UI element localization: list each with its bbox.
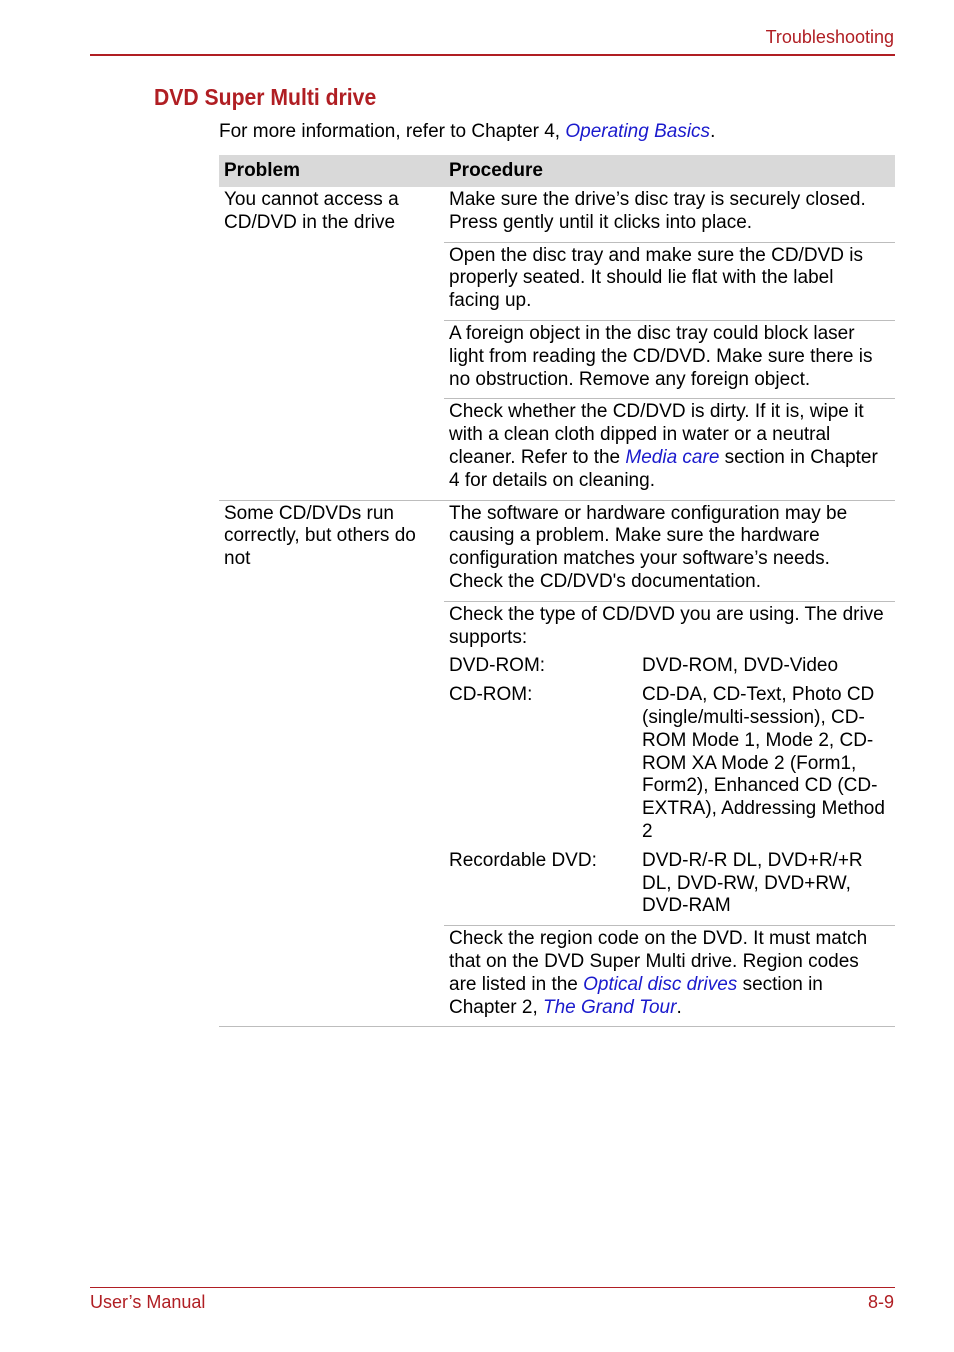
header-rule — [90, 54, 895, 56]
procedure-step — [444, 925, 895, 1026]
procedure-text: . — [676, 996, 682, 1018]
spec-row — [449, 850, 889, 918]
troubleshooting-table — [219, 155, 895, 1027]
problem-cell: Some CD/DVDs run correctly, but others do not — [224, 502, 416, 570]
intro-text — [219, 121, 715, 143]
procedure-cell — [444, 501, 895, 1027]
problem-cell: You cannot access a CD/DVD in the drive — [224, 189, 399, 233]
procedure-step: The software or hardware configuration may be causing a problem. Make sure the hardware configuration matches your software’s needs. Check the CD/DVD's documentation. — [449, 502, 848, 592]
optical-disc-drives-link[interactable]: Optical disc drives — [583, 973, 738, 995]
spec-row — [449, 684, 889, 844]
procedure-cell — [444, 187, 895, 500]
spec-row — [449, 655, 889, 678]
procedure-text: Check the type of CD/DVD you are using. The drive supports: — [449, 603, 884, 648]
procedure-text: section in Chapter 2, — [449, 973, 823, 1018]
intro-text-body: For more information, refer to Chapter 4, — [219, 121, 566, 142]
procedure-step: Make sure the drive’s disc tray is securely closed. Press gently until it clicks into place. — [449, 189, 866, 233]
running-header: Troubleshooting — [765, 27, 894, 47]
procedure-text: Check whether the CD/DVD is dirty. If it is, wipe it with a clean cloth dipped in water or a neutral cleaner. Refer to the — [449, 401, 864, 468]
grand-tour-link[interactable]: The Grand Tour — [543, 996, 677, 1018]
media-care-link[interactable]: Media care — [625, 446, 720, 468]
spec-label: DVD-ROM: — [449, 655, 546, 677]
procedure-step — [444, 398, 895, 499]
section-title: DVD Super Multi drive — [154, 84, 377, 110]
spec-value: DVD-ROM, DVD-Video — [642, 655, 839, 677]
column-header-problem: Problem — [224, 160, 301, 181]
spec-label: Recordable DVD: — [449, 849, 597, 871]
column-header-procedure: Procedure — [449, 160, 543, 181]
table-row — [219, 501, 895, 1028]
spec-value: DVD-R/-R DL, DVD+R/+R DL, DVD-RW, DVD+RW, DVD-RAM — [642, 849, 863, 917]
spec-label: CD-ROM: — [449, 684, 533, 706]
table-header — [219, 155, 895, 187]
procedure-text: section in Chapter 4 for details on cleaning. — [449, 446, 878, 491]
procedure-step: A foreign object in the disc tray could block laser light from reading the CD/DVD. Make sure there is no obstruction. Remove any foreign object. — [444, 320, 895, 398]
table-row — [219, 187, 895, 501]
operating-basics-link[interactable]: Operating Basics — [565, 121, 711, 142]
procedure-text: Check the region code on the DVD. It must match that on the DVD Super Multi drive. Region codes are listed in the — [449, 928, 868, 995]
procedure-step: Open the disc tray and make sure the CD/DVD is properly seated. It should lie flat with the label facing up. — [444, 242, 895, 320]
page-number: 8-9 — [867, 1292, 894, 1312]
intro-text-end: . — [710, 121, 716, 142]
procedure-step — [444, 601, 895, 925]
footer-manual-title: User’s Manual — [90, 1292, 206, 1312]
spec-value: CD-DA, CD-Text, Photo CD (single/multi-session), CD-ROM Mode 1, Mode 2, CD-ROM XA Mode 2 (Form1, Form2), Enhanced CD (CD-EXTRA), Addressing Method 2 — [642, 684, 885, 842]
footer-rule — [90, 1287, 895, 1288]
